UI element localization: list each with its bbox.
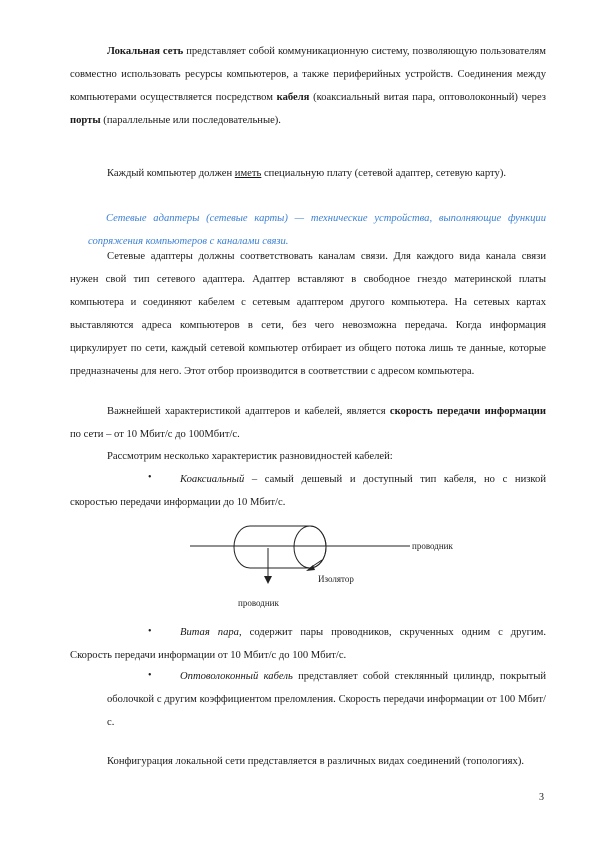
term-cable: кабеля <box>276 92 310 103</box>
bullet-marker: • <box>148 670 152 681</box>
bullet-marker: • <box>148 626 152 637</box>
text: представляет собой коммуникационную систему, позволяющую пользователям совместно использовать ресурсы компьютеров, а также периферийных устройств. Соединения между компьютерами осуществляется посредством <box>70 46 546 103</box>
label-conductor-bottom: проводник <box>238 598 279 608</box>
paragraph-adapters: Сетевые адаптеры должны соответствовать каналам связи. Для каждого вида канала связи нужен свой тип сетевого адаптера. Адаптер вставляют в свободное гнездо материнской платы компьютера и соединяют кабелем с сетевым адаптером другого компьютера. На сетевых картах выставляются адреса компьютеров в сети, без чего невозможна передача. Когда информация циркулирует по сети, каждый сетевой компьютер отбирает из общего потока лишь те данные, которые предназначены для него. Этот отбор производится в соответствии с адресом компьютера. <box>70 251 546 377</box>
text: (параллельные или последовательные). <box>100 115 281 126</box>
text: , содержит пары проводников, скрученных одним с другим. Скорость передачи информации от 10 Мбит/с до 100 Мбит/с. <box>70 627 546 661</box>
text: – самый дешевый и доступный тип кабеля, но с низкой скоростью передачи информации до 10 Мбит/с. <box>70 474 546 508</box>
text: Каждый компьютер должен <box>107 168 235 179</box>
term-fiber: Оптоволоконный кабель <box>180 671 293 682</box>
paragraph-cable-types: Рассмотрим несколько характеристик разновидностей кабелей: <box>107 451 393 462</box>
term-coaxial: Коаксиальный <box>180 474 245 485</box>
bullet-fiber <box>107 665 546 734</box>
term-twisted-pair: Витая пара <box>180 627 239 638</box>
label-conductor-right: проводник <box>412 541 453 551</box>
bullet-marker: • <box>148 472 152 483</box>
term-local-network: Локальная сеть <box>107 46 184 57</box>
label-insulator: Изолятор <box>318 574 354 584</box>
text: представляет собой стеклянный цилиндр, покрытый оболочкой с другим коэффициентом преломления. Скорость передачи информации от 100 Мбит/с. <box>107 671 546 728</box>
text: (коаксиальный витая пара, оптоволоконный) через <box>309 92 546 103</box>
term-speed: скорость передачи информации <box>389 406 546 417</box>
term-ports: порты <box>70 115 101 126</box>
bullet-twisted-pair <box>70 621 546 667</box>
text: специальную плату (сетевой адаптер, сетевую карту). <box>261 168 507 179</box>
text: по сети – от 10 Мбит/с до 100Мбит/с. <box>70 429 240 440</box>
paragraph-topology: Конфигурация локальной сети представляется в различных видах соединений (топологиях). <box>107 756 524 767</box>
page-number: 3 <box>539 792 544 803</box>
underlined-word: иметь <box>234 168 262 179</box>
definition-quote: Сетевые адаптеры (сетевые карты) — технические устройства, выполняющие функции сопряжения компьютеров с каналами связи. <box>88 213 546 247</box>
text: Важнейшей характеристикой адаптеров и кабелей, является <box>107 406 390 417</box>
